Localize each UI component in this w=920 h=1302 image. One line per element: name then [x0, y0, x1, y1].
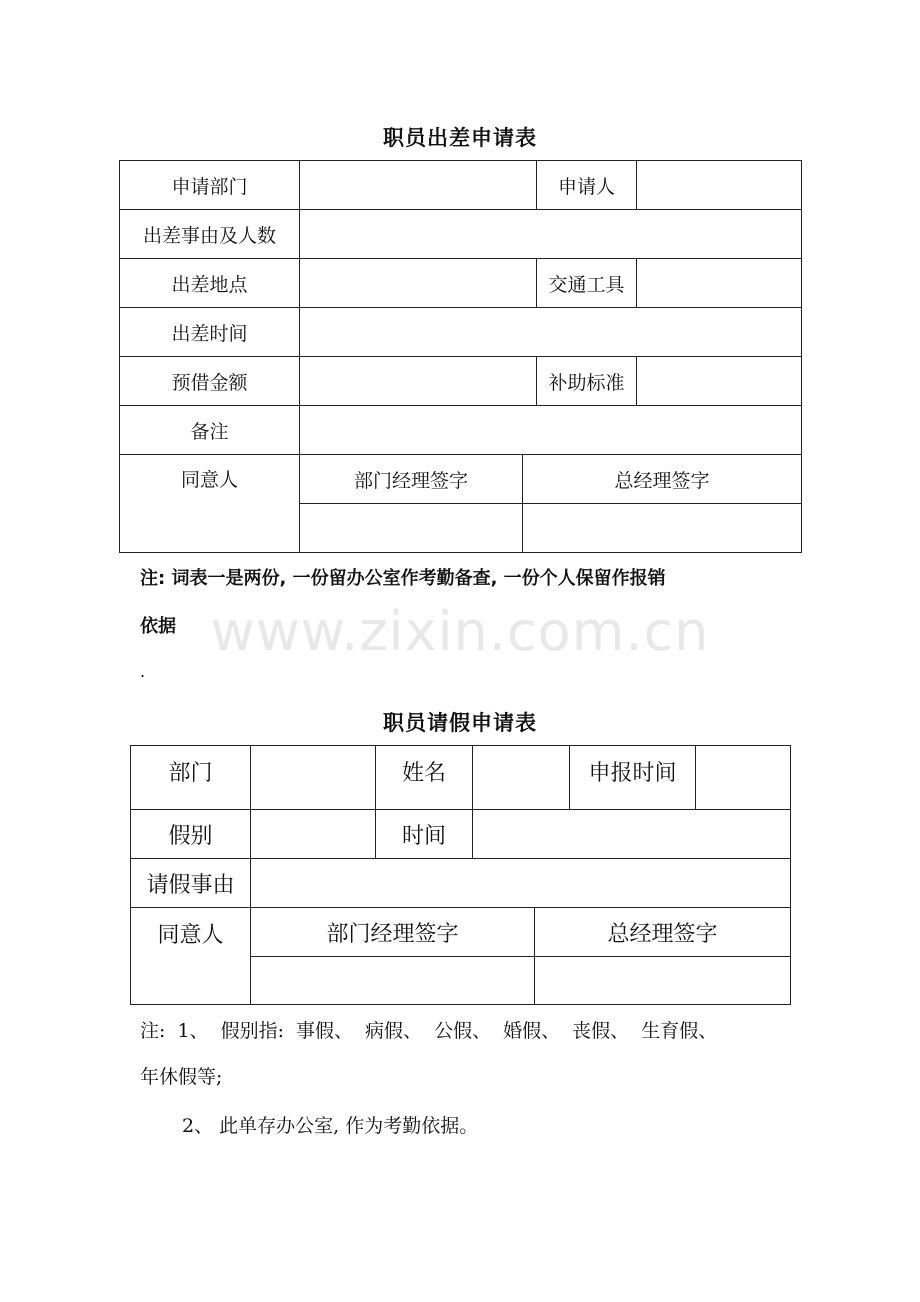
dept-manager-sign-field[interactable] — [300, 504, 523, 553]
report-time-field[interactable] — [696, 746, 791, 810]
transport-label: 交通工具 — [537, 259, 637, 308]
leave-request-form — [130, 745, 791, 1005]
form2-note-line1: 注: 1、 假别指: 事假、 病假、 公假、 婚假、 丧假、 生育假、 — [140, 1020, 718, 1042]
approver-label: 同意人 — [120, 455, 300, 553]
trip-reason-field[interactable] — [300, 210, 802, 259]
advance-amount-label: 预借金额 — [120, 357, 300, 406]
advance-amount-field[interactable] — [300, 357, 537, 406]
form1-note-line1: 注: 词表一是两份, 一份留办公室作考勤备查, 一份个人保留作报销 — [140, 568, 666, 589]
leave-reason-label: 请假事由 — [131, 859, 251, 908]
subsidy-label: 补助标准 — [537, 357, 637, 406]
leave-time-label: 时间 — [376, 810, 473, 859]
leave-type-label: 假别 — [131, 810, 251, 859]
trip-place-label: 出差地点 — [120, 259, 300, 308]
name-field[interactable] — [473, 746, 570, 810]
leave-reason-field[interactable] — [251, 859, 791, 908]
name-label: 姓名 — [376, 746, 473, 810]
remark-label: 备注 — [120, 406, 300, 455]
trip-place-field[interactable] — [300, 259, 537, 308]
dept-manager-sign-label: 部门经理签字 — [300, 455, 523, 504]
leave-gm-sign-field[interactable] — [535, 957, 791, 1005]
leave-type-field[interactable] — [251, 810, 376, 859]
remark-field[interactable] — [300, 406, 802, 455]
leave-approver-label: 同意人 — [131, 908, 251, 1005]
separator-dot: . — [140, 662, 146, 681]
form1-title: 职员出差申请表 — [383, 126, 537, 150]
trip-reason-label: 出差事由及人数 — [120, 210, 300, 259]
gm-sign-field[interactable] — [523, 504, 802, 553]
trip-time-label: 出差时间 — [120, 308, 300, 357]
leave-time-field[interactable] — [473, 810, 791, 859]
form2-note-line3: 2、 此单存办公室, 作为考勤依据。 — [182, 1115, 479, 1137]
transport-field[interactable] — [637, 259, 802, 308]
applicant-field[interactable] — [637, 161, 802, 210]
leave-dept-manager-sign-label: 部门经理签字 — [251, 908, 535, 957]
form2-note-line2: 年休假等; — [140, 1066, 223, 1088]
form1-note-line2: 依据 — [140, 616, 176, 637]
leave-dept-manager-sign-field[interactable] — [251, 957, 535, 1005]
trip-time-field[interactable] — [300, 308, 802, 357]
report-time-label: 申报时间 — [570, 746, 696, 810]
dept-field[interactable] — [251, 746, 376, 810]
gm-sign-label: 总经理签字 — [523, 455, 802, 504]
leave-gm-sign-label: 总经理签字 — [535, 908, 791, 957]
apply-dept-field[interactable] — [300, 161, 537, 210]
dept-label: 部门 — [131, 746, 251, 810]
form2-title: 职员请假申请表 — [383, 711, 537, 735]
watermark: www.zixin.com.cn — [210, 600, 710, 663]
business-trip-form — [119, 160, 802, 553]
apply-dept-label: 申请部门 — [120, 161, 300, 210]
subsidy-field[interactable] — [637, 357, 802, 406]
applicant-label: 申请人 — [537, 161, 637, 210]
